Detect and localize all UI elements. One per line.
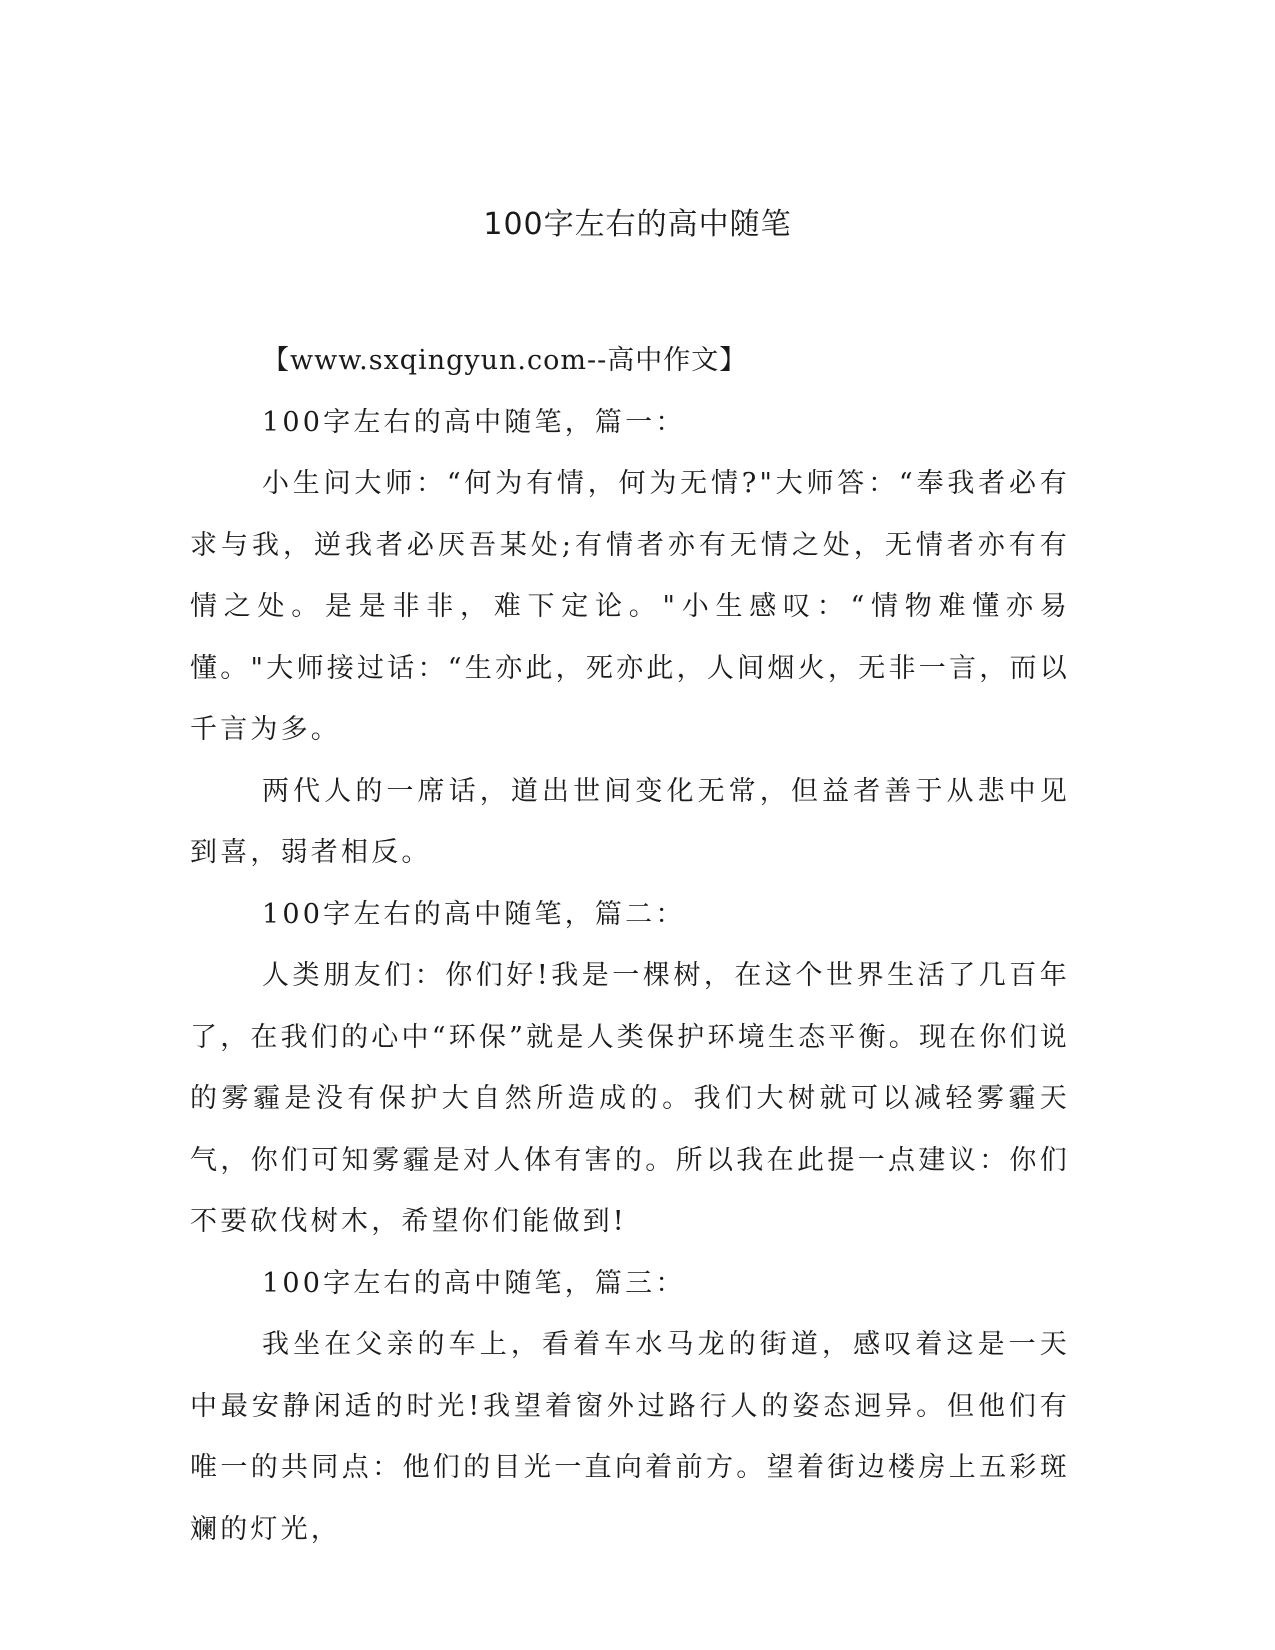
section-1-paragraph-1: 小生问大师：“何为有情，何为无情?"大师答：“奉我者必有求与我，逆我者必厌吾某处;有情者亦有无情之处，无情者亦有有情之处。是是非非，难下定论。"小生感叹：“情物难懂亦易懂。"大师接过话：“生亦此，死亦此，人间烟火，无非一言，而以千言为多。 [190,468,1070,745]
document-body [190,330,1070,1560]
section-2-paragraph-1: 人类朋友们：你们好!我是一棵树，在这个世界生活了几百年了，在我们的心中“环保”就是人类保护环境生态平衡。现在你们说的雾霾是没有保护大自然所造成的。我们大树就可以减轻雾霾天气，你们可知雾霾是对人体有害的。所以我在此提一点建议：你们不要砍伐树木，希望你们能做到! [190,960,1070,1237]
section-3-paragraph-1: 我坐在父亲的车上，看着车水马龙的街道，感叹着这是一天中最安静闲适的时光!我望着窗外过路行人的姿态迥异。但他们有唯一的共同点：他们的目光一直向着前方。望着街边楼房上五彩斑斓的灯光， [190,1329,1070,1545]
section-1-paragraph-2: 两代人的一席话，道出世间变化无常，但益者善于从悲中见到喜，弱者相反。 [190,775,1070,868]
section-heading-1: 100字左右的高中随笔，篇一： [262,406,686,438]
source-tag: 【www.sxqingyun.com--高中作文】 [262,345,748,376]
section-heading-2: 100字左右的高中随笔，篇二： [262,898,686,930]
section-heading-3: 100字左右的高中随笔，篇三： [262,1267,686,1299]
document-title: 100字左右的高中随笔 [483,207,792,242]
